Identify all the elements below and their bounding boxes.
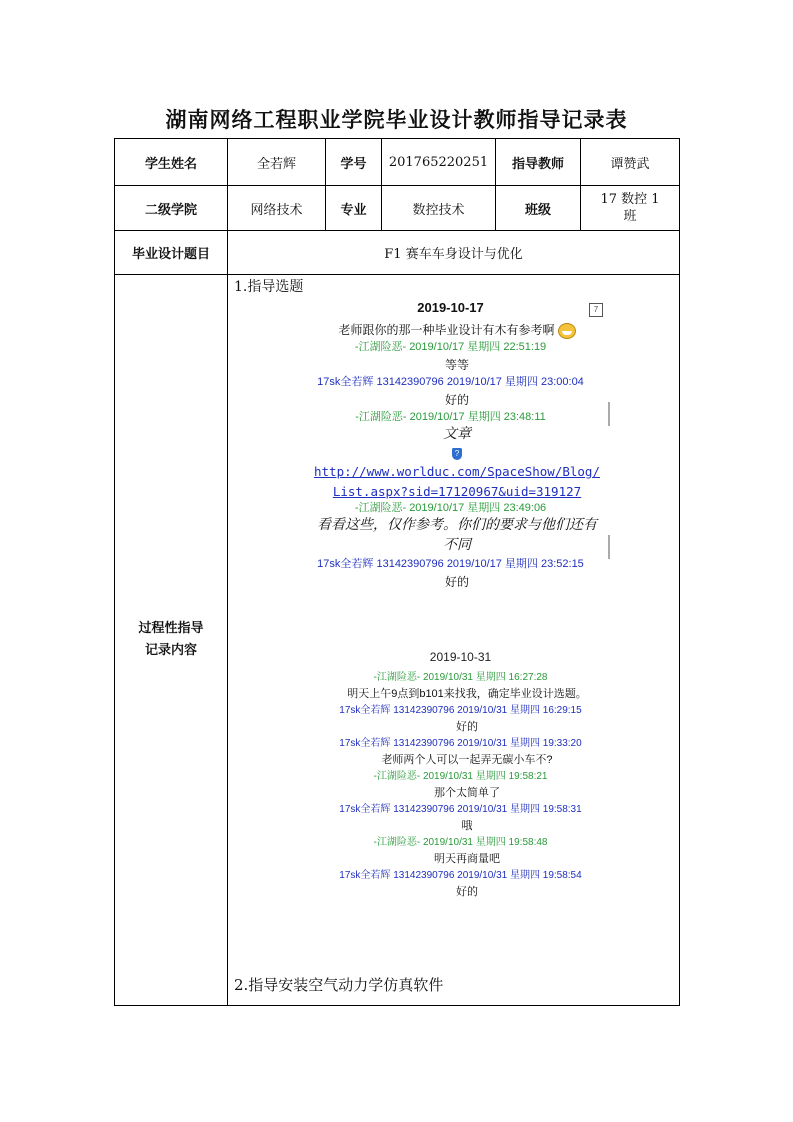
message-header: 17sk全若辉 13142390796 2019/10/31 星期四 19:58:54 <box>339 870 582 881</box>
chat-message: 等等 <box>444 358 469 372</box>
college-label: 二级学院 <box>115 186 228 231</box>
message-header: 17sk全若辉 13142390796 2019/10/31 星期四 19:33:20 <box>339 738 582 749</box>
process-record-label-line1: 过程性指导 <box>138 621 204 636</box>
chat-date: 2019-10-31 <box>429 650 492 664</box>
topic-value: F1 赛车车身设计与优化 <box>228 231 680 275</box>
shield-icon: ? <box>452 448 462 460</box>
student-name-label: 学生姓名 <box>115 139 228 186</box>
teacher-value: 谭赞武 <box>581 139 680 186</box>
message-header: -江湖险恶- 2019/10/31 星期四 16:27:28 <box>373 672 548 683</box>
message-header: -江湖险恶- 2019/10/31 星期四 19:58:48 <box>373 837 548 848</box>
scrollbar <box>608 535 610 559</box>
major-label: 专业 <box>326 186 382 231</box>
chat-message: 好的 <box>444 575 469 589</box>
scrollbar <box>608 402 610 426</box>
message-header: 17sk全若辉 13142390796 2019/10/17 星期四 23:52:15 <box>317 558 584 570</box>
chat-screenshot-1 <box>298 297 603 593</box>
chat-link[interactable]: http://www.worlduc.com/SpaceShow/Blog/List.aspx?sid=17120967&uid=319127 <box>314 464 600 499</box>
class-value-line2: 班 <box>623 209 637 224</box>
student-name-value: 全若辉 <box>228 139 326 186</box>
section-1-heading: 1.指导选题 <box>234 279 304 295</box>
shield-row <box>298 444 603 462</box>
message-header: -江湖险恶- 2019/10/17 星期四 23:49:06 <box>354 502 547 514</box>
message-header: 17sk全若辉 13142390796 2019/10/17 星期四 23:00:04 <box>317 376 584 388</box>
grin-emoji-icon <box>558 323 576 339</box>
chat-message: 明天上午9点到b101来找我，确定毕业设计选题。 <box>347 688 587 700</box>
chat-message: 哦 <box>461 820 473 832</box>
chat-screenshot-2 <box>318 643 603 902</box>
message-header: -江湖险恶- 2019/10/31 星期四 19:58:21 <box>373 771 548 782</box>
chat-message: 好的 <box>456 721 478 733</box>
class-value-line1: 17 数控 1 <box>600 192 660 207</box>
student-id-label: 学号 <box>326 139 382 186</box>
major-value: 数控技术 <box>382 186 496 231</box>
chat-message: 好的 <box>456 886 478 898</box>
chat-date: 2019-10-17 <box>417 300 484 315</box>
document-title: 湖南网络工程职业学院毕业设计教师指导记录表 <box>165 107 628 132</box>
message-header: -江湖险恶- 2019/10/17 星期四 23:48:11 <box>355 411 546 423</box>
chat-message: 那个太简单了 <box>434 787 500 799</box>
message-header: 17sk全若辉 13142390796 2019/10/31 星期四 19:58:31 <box>339 804 582 815</box>
guidance-record-table <box>114 138 680 1006</box>
message-header: -江湖险恶- 2019/10/17 星期四 22:51:19 <box>354 341 547 353</box>
process-record-label-line2: 记录内容 <box>144 643 197 658</box>
calendar-icon: 7 <box>589 303 603 317</box>
chat-message <box>298 319 603 341</box>
chat-message: 看看这些，仅作参考。你们的要求与他们还有不同 <box>317 517 597 553</box>
process-record-content <box>228 275 680 1006</box>
chat-message: 明天再商量吧 <box>434 853 500 865</box>
topic-label: 毕业设计题目 <box>115 231 228 275</box>
section-2-heading: 2.指导安装空气动力学仿真软件 <box>234 976 444 994</box>
class-label: 班级 <box>496 186 581 231</box>
student-id-value: 201765220251 <box>382 139 496 186</box>
teacher-label: 指导教师 <box>496 139 581 186</box>
chat-message: 文章 <box>443 426 471 442</box>
process-record-label <box>115 275 228 1006</box>
college-value: 网络技术 <box>228 186 326 231</box>
chat-message: 好的 <box>444 393 469 407</box>
message-text: 老师跟你的那一种毕业设计有木有参考啊 <box>338 323 555 337</box>
class-value <box>581 186 680 231</box>
chat-message: 老师两个人可以一起弄无碳小车不? <box>381 754 553 766</box>
message-header: 17sk全若辉 13142390796 2019/10/31 星期四 16:29:15 <box>339 705 582 716</box>
